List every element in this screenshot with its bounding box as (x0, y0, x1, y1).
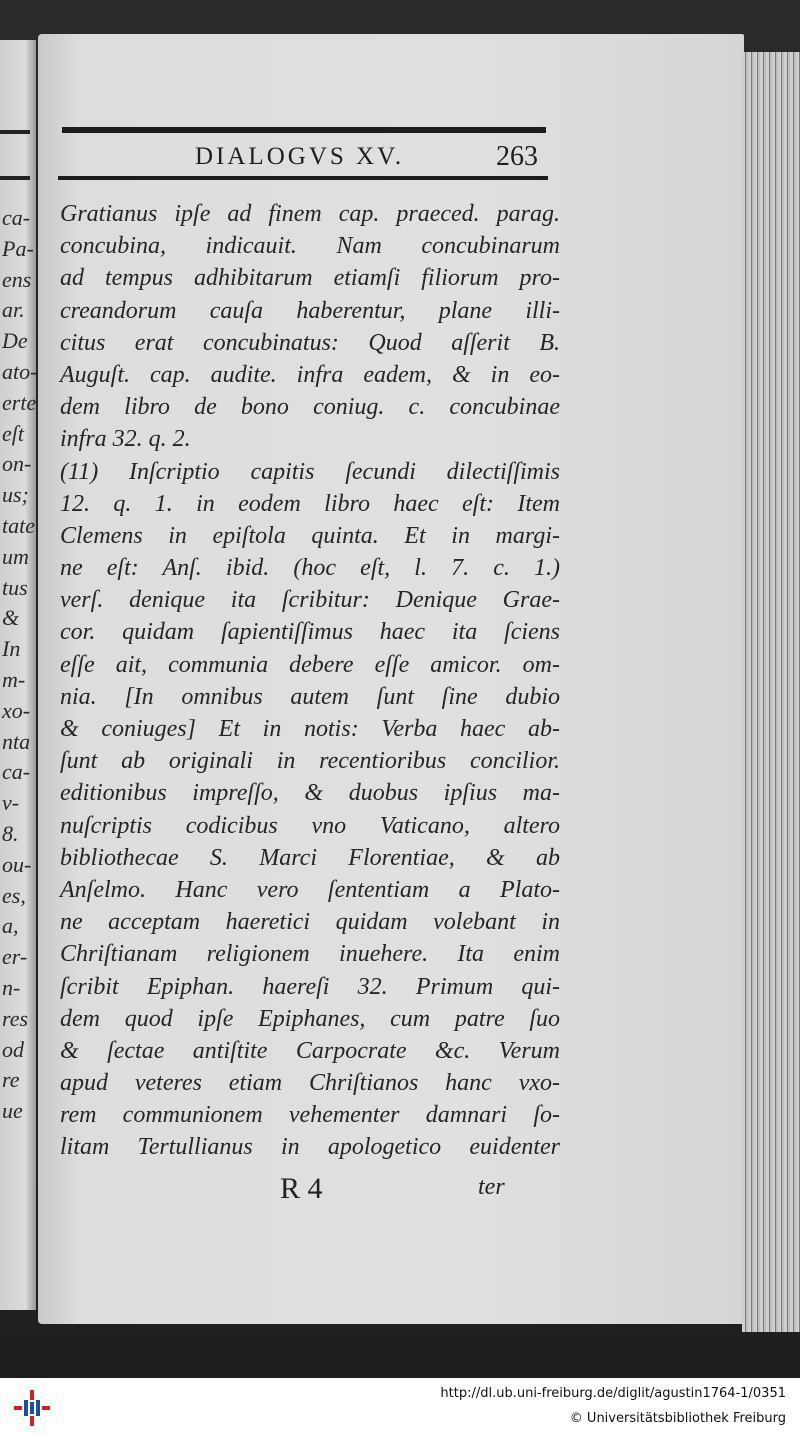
facing-page-fragment: ca- (2, 759, 31, 785)
text-line: editionibus impreſſo, & duobus ipſius ma- (60, 780, 560, 807)
facing-page-fragment: erte (2, 389, 37, 415)
facing-page-fragment: us; (2, 482, 29, 508)
facing-page-fragment: re (2, 1067, 20, 1093)
page-edges (742, 52, 800, 1332)
facing-page-fragment: m- (2, 667, 26, 692)
facing-page-fragment: ca- (2, 205, 31, 230)
facing-page-rule (0, 130, 30, 134)
facing-page-fragment: er- (2, 944, 28, 970)
text-line: litam Tertullianus in apologetico euidenter (60, 1134, 560, 1161)
text-line: ad tempus adhibitarum etiamſi filiorum pro- (60, 265, 560, 292)
text-line: rem communionem vehementer damnari ſo- (60, 1102, 560, 1129)
text-line: ſunt ab originali in recentioribus concilior. (60, 748, 560, 775)
copyright-notice: © Universitätsbibliothek Freiburg (569, 1411, 786, 1426)
text-line: & ſectae antiſtite Carpocrate &c. Verum (60, 1037, 560, 1064)
facing-page-fragment: tate (2, 513, 35, 538)
running-head: DIALOGVS XV. (195, 143, 405, 170)
text-line: ne eſt: Anſ. ibid. (hoc eſt, l. 7. c. 1.) (60, 555, 560, 582)
text-line: concubina, indicauit. Nam concubinarum (60, 233, 560, 260)
text-line: nuſcriptis codicibus vno Vaticano, altero (60, 812, 560, 839)
text-line: apud veteres etiam Chriſtianos hanc vxo- (60, 1070, 560, 1097)
text-line: ne acceptam haeretici quidam volebant in (60, 909, 560, 936)
library-logo-icon (12, 1388, 52, 1428)
permalink-url[interactable]: http://dl.ub.uni-freiburg.de/diglit/agustin1764-1/0351 (440, 1386, 786, 1401)
text-line: Chriſtianam religionem inuehere. Ita enim (60, 941, 560, 968)
text-line: ſcribit Epiphan. haereſi 32. Primum qui- (60, 973, 560, 1000)
page-number: 263 (496, 141, 538, 172)
text-line: nia. [In omnibus autem ſunt ſine dubio (60, 683, 560, 710)
facing-page-fragment: ar. (2, 297, 25, 323)
facing-page-fragment: De (2, 328, 28, 354)
signature-mark: R 4 (280, 1172, 323, 1205)
facing-page-fragment: Pa- (2, 235, 34, 261)
facing-page-fragment: In (2, 636, 21, 662)
header-rule-bottom (58, 176, 548, 180)
text-line: infra 32. q. 2. (60, 426, 191, 453)
facing-page-rule (0, 176, 30, 180)
facing-page-fragment: on- (2, 451, 32, 477)
facing-page-fragment: um (2, 543, 29, 569)
facing-page-fragment: ens (2, 266, 32, 292)
text-line: dem quod ipſe Epiphanes, cum patre ſuo (60, 1005, 560, 1032)
facing-page-fragment: 8. (2, 821, 19, 846)
text-line: Anſelmo. Hanc vero ſententiam a Plato- (60, 876, 560, 903)
catchword: ter (478, 1174, 505, 1200)
facing-page-fragment: n- (2, 975, 21, 1000)
text-line: citus erat concubinatus: Quod aſſerit B. (60, 329, 560, 356)
facing-page-fragment: a, (2, 913, 19, 939)
text-line: (11) Inſcriptio capitis ſecundi dilectiſſimis (60, 458, 560, 485)
facing-page-fragment: ou- (2, 851, 32, 877)
facing-page-fragment: tus (2, 574, 28, 600)
facing-page-fragment: ato- (2, 359, 38, 384)
facing-page-fragment: v- (2, 790, 20, 816)
text-line: bibliothecae S. Marci Florentiae, & ab (60, 844, 560, 871)
text-line: & coniuges] Et in notis: Verba haec ab- (60, 716, 560, 742)
text-line: Clemens in epiſtola quinta. Et in margi- (60, 522, 560, 549)
text-line: creandorum cauſa haberentur, plane illi- (60, 297, 560, 324)
facing-page-fragment: es, (2, 882, 26, 908)
facing-page-fragment: od (2, 1036, 24, 1062)
text-line: cor. quidam ſapientiſſimus haec ita ſciens (60, 619, 560, 646)
facing-page-fragment: & (2, 605, 20, 631)
facing-page-fragment: eſt (2, 420, 24, 446)
header-rule-top (62, 127, 546, 133)
footer-bar (0, 1378, 800, 1434)
facing-page-fragment: ue (2, 1098, 23, 1124)
facing-page-fragment: xo- (2, 697, 31, 723)
text-line: dem libro de bono coniug. c. concubinae (60, 394, 560, 421)
text-line: 12. q. 1. in eodem libro haec eſt: Item (60, 490, 560, 517)
text-line: Gratianus ipſe ad finem cap. praeced. parag. (60, 201, 560, 227)
body-text (60, 198, 560, 1164)
text-line: verſ. denique ita ſcribitur: Denique Grae- (60, 587, 560, 614)
facing-page-fragment: nta (2, 728, 31, 754)
text-line: Auguſt. cap. audite. infra eadem, & in eo- (60, 361, 560, 388)
facing-page-fragment: res (2, 1005, 29, 1031)
text-line: eſſe ait, communia debere eſſe amicor. om- (60, 651, 560, 678)
